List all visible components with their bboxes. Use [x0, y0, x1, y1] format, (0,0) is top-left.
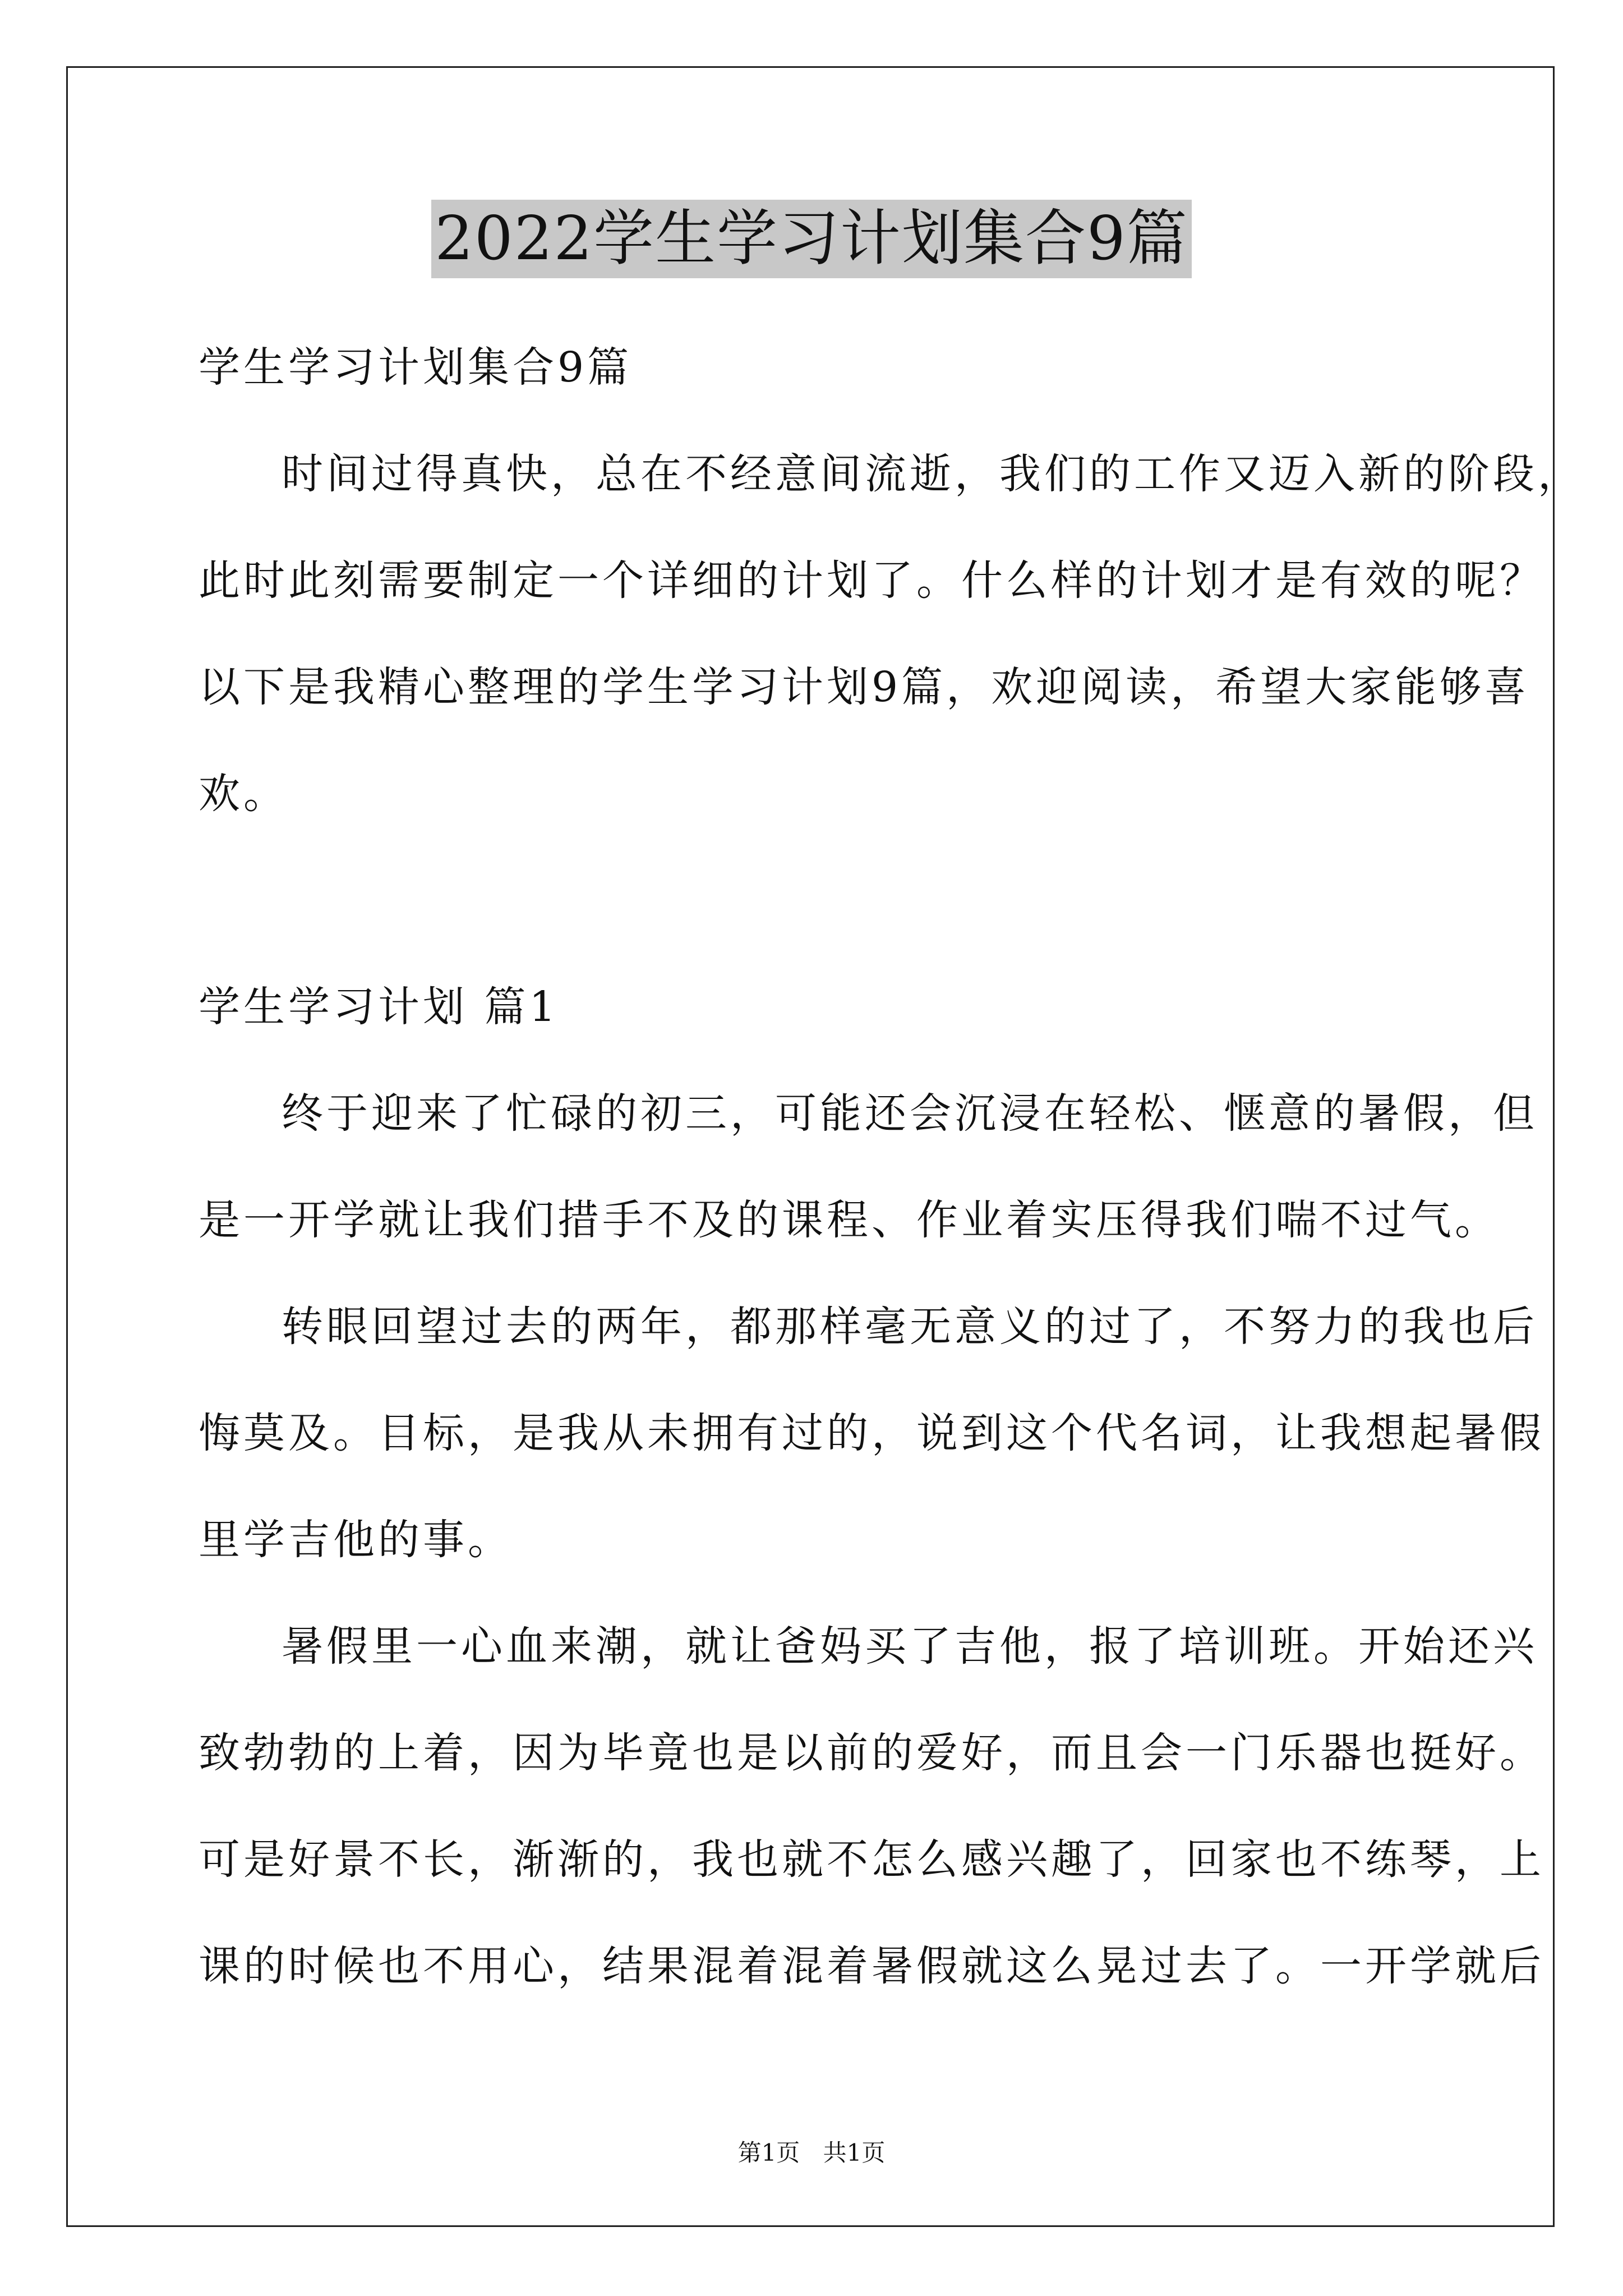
- text-line: 可是好景不长，渐渐的，我也就不怎么感兴趣了，回家也不练琴，上: [199, 1835, 1544, 1884]
- text-line: 悔莫及。目标，是我从未拥有过的，说到这个代名词，让我想起暑假: [199, 1409, 1544, 1457]
- text-line: 里学吉他的事。: [199, 1516, 513, 1564]
- text-line: 致勃勃的上着，因为毕竟也是以前的爱好，而且会一门乐器也挺好。: [199, 1729, 1544, 1777]
- document-title: 2022学生学习计划集合9篇: [431, 200, 1192, 278]
- document-body: [199, 314, 1583, 2019]
- page-total: 共1页: [823, 2139, 886, 2166]
- text-line: 以下是我精心整理的学生学习计划9篇，欢迎阅读，希望大家能够喜: [199, 663, 1530, 711]
- text-line: 是一开学就让我们措手不及的课程、作业着实压得我们喘不过气。: [199, 1196, 1500, 1244]
- blank-line: [199, 847, 1438, 954]
- text-line: 终于迎来了忙碌的初三，可能还会沉浸在轻松、惬意的暑假，但: [282, 1089, 1538, 1138]
- text-line: 暑假里一心血来潮，就让爸妈买了吉他，报了培训班。开始还兴: [282, 1622, 1538, 1671]
- page-number: 第1页: [737, 2139, 800, 2166]
- text-line: 此时此刻需要制定一个详细的计划了。什么样的计划才是有效的呢？: [199, 556, 1544, 605]
- text-line: 学生学习计划集合9篇: [199, 343, 633, 392]
- text-line: 时间过得真快，总在不经意间流逝，我们的工作又迈入新的阶段，: [282, 450, 1583, 498]
- text-line: 欢。: [199, 770, 288, 818]
- text-line: 转眼回望过去的两年，都那样毫无意义的过了，不努力的我也后: [282, 1303, 1538, 1351]
- text-line: 课的时候也不用心，结果混着混着暑假就这么晃过去了。一开学就后: [199, 1942, 1544, 1990]
- page-footer: [0, 2136, 1623, 2170]
- text-line: 学生学习计划 篇1: [199, 983, 559, 1031]
- title-container: [0, 200, 1623, 278]
